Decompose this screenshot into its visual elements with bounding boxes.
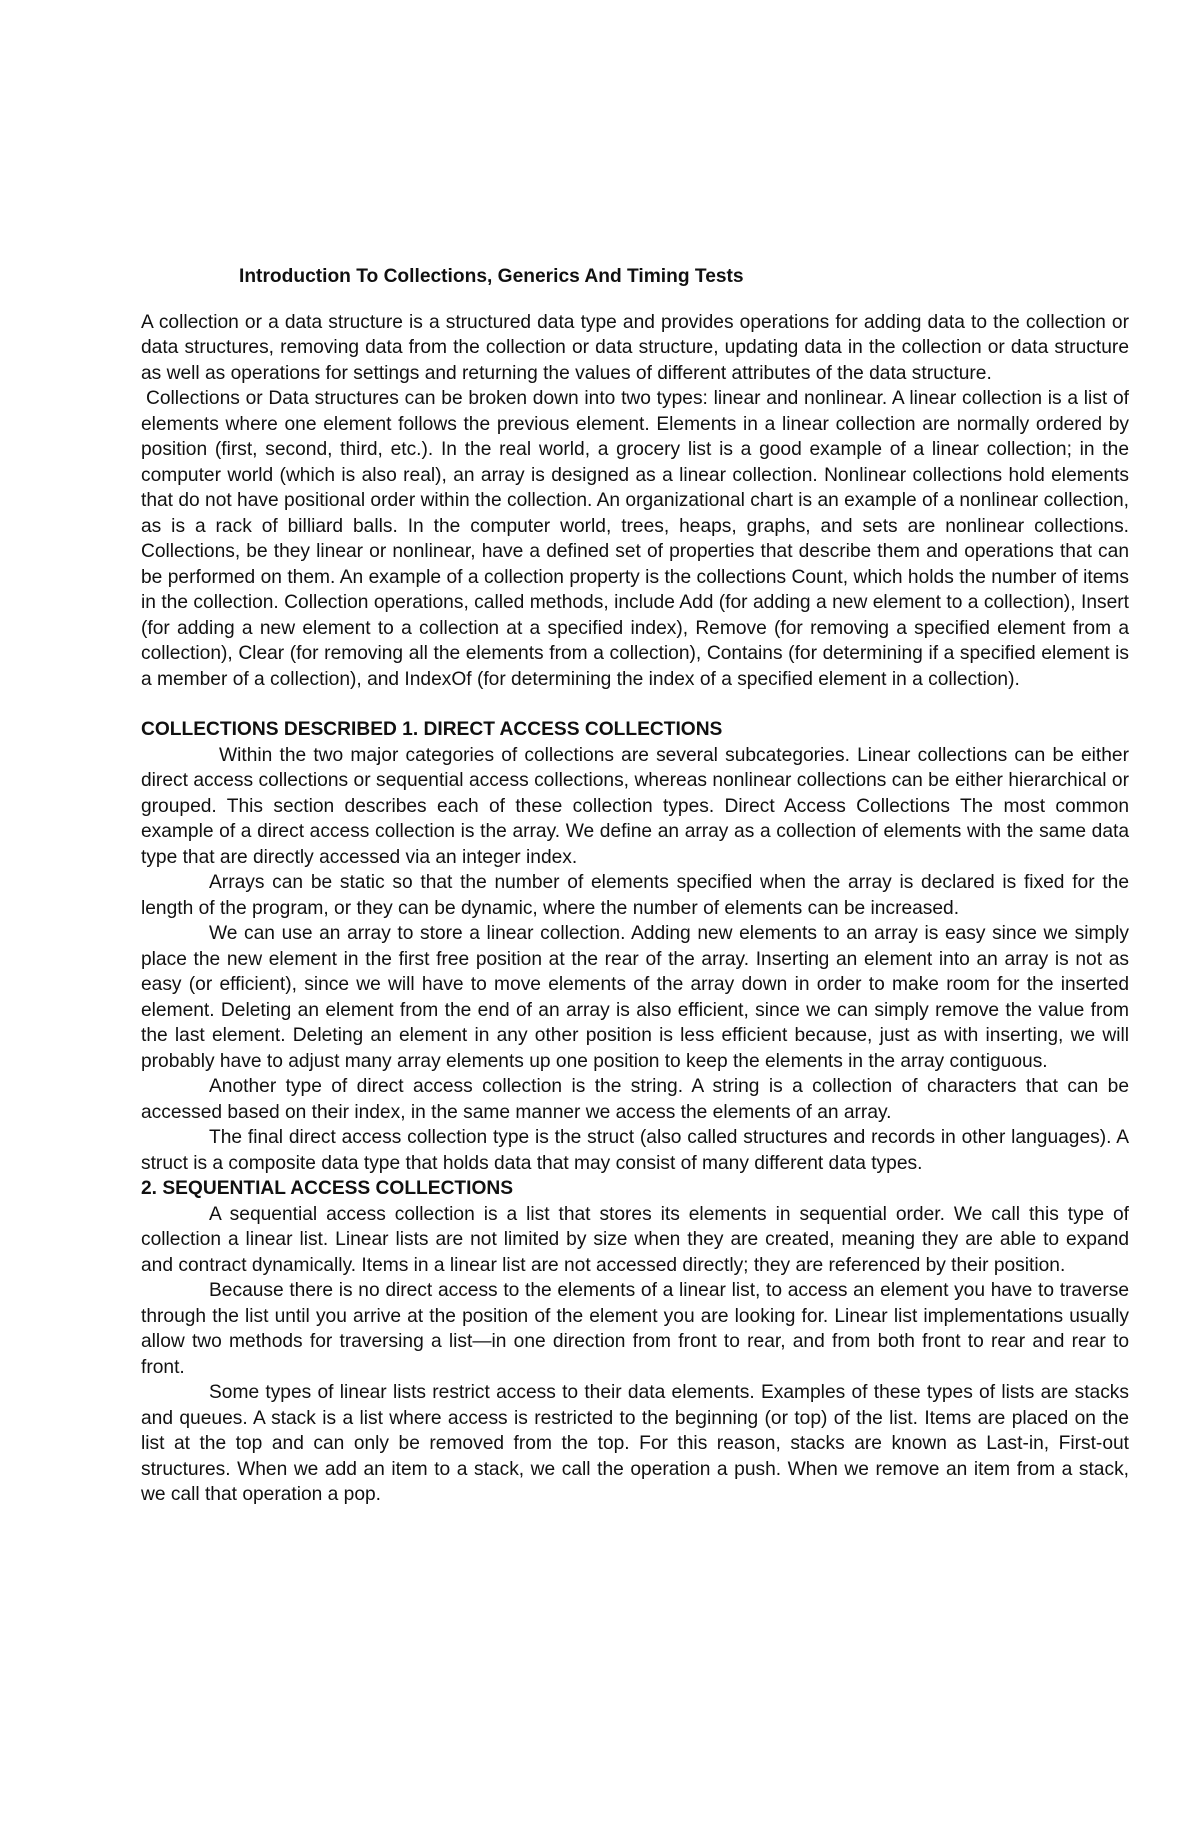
sequential-access-paragraph-3: Some types of linear lists restrict access to their data elements. Examples of these types of lists are stacks and queues. A stack is a list where access is restricted to the beginning (or top) of the list. Items are placed on the list at the top and can only be removed from the top. For this reason, stacks are known as Last-in, First-out structures. When we add an item to a stack, we call the operation a push. When we remove an item from a stack, we call that operation a pop. xyxy=(141,1382,1129,1505)
document-title: Introduction To Collections, Generics And Timing Tests xyxy=(239,266,744,287)
section-heading-sequential-access: 2. SEQUENTIAL ACCESS COLLECTIONS xyxy=(141,1178,514,1199)
direct-access-paragraph-1: Within the two major categories of collections are several subcategories. Linear collections can be either direct access collections or sequential access collections, whereas nonlinear collections can be either hierarchical or grouped. This section describes each of these collection types. Direct Access Collections The most common example of a direct access collection is the array. We define an array as a collection of elements with the same data type that are directly accessed via an integer index. xyxy=(141,744,1129,868)
sequential-access-paragraph-2: Because there is no direct access to the elements of a linear list, to access an element you have to traverse through the list until you arrive at the position of the element you are looking for. Linear list implementations usually allow two methods for traversing a list—in one direction from front to rear, and from both front to rear and rear to front. xyxy=(141,1280,1129,1378)
document-body xyxy=(141,264,1129,1508)
sequential-access-paragraph-1: A sequential access collection is a list that stores its elements in sequential order. We call this type of collection a linear list. Linear lists are not limited by size when they are created, meaning they are able to expand and contract dynamically. Items in a linear list are not accessed directly; they are referenced by their position. xyxy=(141,1203,1129,1276)
direct-access-paragraph-5: The final direct access collection type is the struct (also called structures and records in other languages). A struct is a composite data type that holds data that may consist of many different data types. xyxy=(141,1127,1129,1174)
section-gap xyxy=(141,692,1129,717)
direct-access-paragraph-4: Another type of direct access collection is the string. A string is a collection of characters that can be accessed based on their index, in the same manner we access the elements of an array. xyxy=(141,1076,1129,1123)
intro-paragraph-2: Collections or Data structures can be broken down into two types: linear and nonlinear. A linear collection is a list of elements where one element follows the previous element. Elements in a linear collection are normally ordered by position (first, second, third, etc.). In the real world, a grocery list is a good example of a linear collection; in the computer world (which is also real), an array is designed as a linear collection. Nonlinear collections hold elements that do not have positional order within the collection. An organizational chart is an example of a nonlinear collection, as is a rack of billiard balls. In the computer world, trees, heaps, graphs, and sets are nonlinear collections. Collections, be they linear or nonlinear, have a defined set of properties that describe them and operations that can be performed on them. An example of a collection property is the collections Count, which holds the number of items in the collection. Collection operations, called methods, include Add (for adding a new element to a collection), Insert (for adding a new element to a collection at a specified index), Remove (for removing a specified element from a collection), Clear (for removing all the elements from a collection), Contains (for determining if a specified element is a member of a collection), and IndexOf (for determining the index of a specified element in a collection). xyxy=(141,388,1129,690)
section-heading-direct-access: COLLECTIONS DESCRIBED 1. DIRECT ACCESS COLLECTIONS xyxy=(141,719,723,740)
direct-access-paragraph-2: Arrays can be static so that the number of elements specified when the array is declared is fixed for the length of the program, or they can be dynamic, where the number of elements can be increased. xyxy=(141,872,1129,919)
intro-paragraph-1: A collection or a data structure is a structured data type and provides operations for adding data to the collection or data structures, removing data from the collection or data structure, updating data in the collection or data structure as well as operations for settings and returning the values of different attributes of the data structure. xyxy=(141,311,1129,384)
direct-access-paragraph-3: We can use an array to store a linear collection. Adding new elements to an array is easy since we simply place the new element in the first free position at the rear of the array. Inserting an element into an array is not as easy (or efficient), since we will have to move elements of the array down in order to make room for the inserted element. Deleting an element from the end of an array is also efficient, since we can simply remove the value from the last element. Deleting an element in any other position is less efficient because, just as with inserting, we will probably have to adjust many array elements up one position to keep the elements in the array contiguous. xyxy=(141,923,1129,1072)
